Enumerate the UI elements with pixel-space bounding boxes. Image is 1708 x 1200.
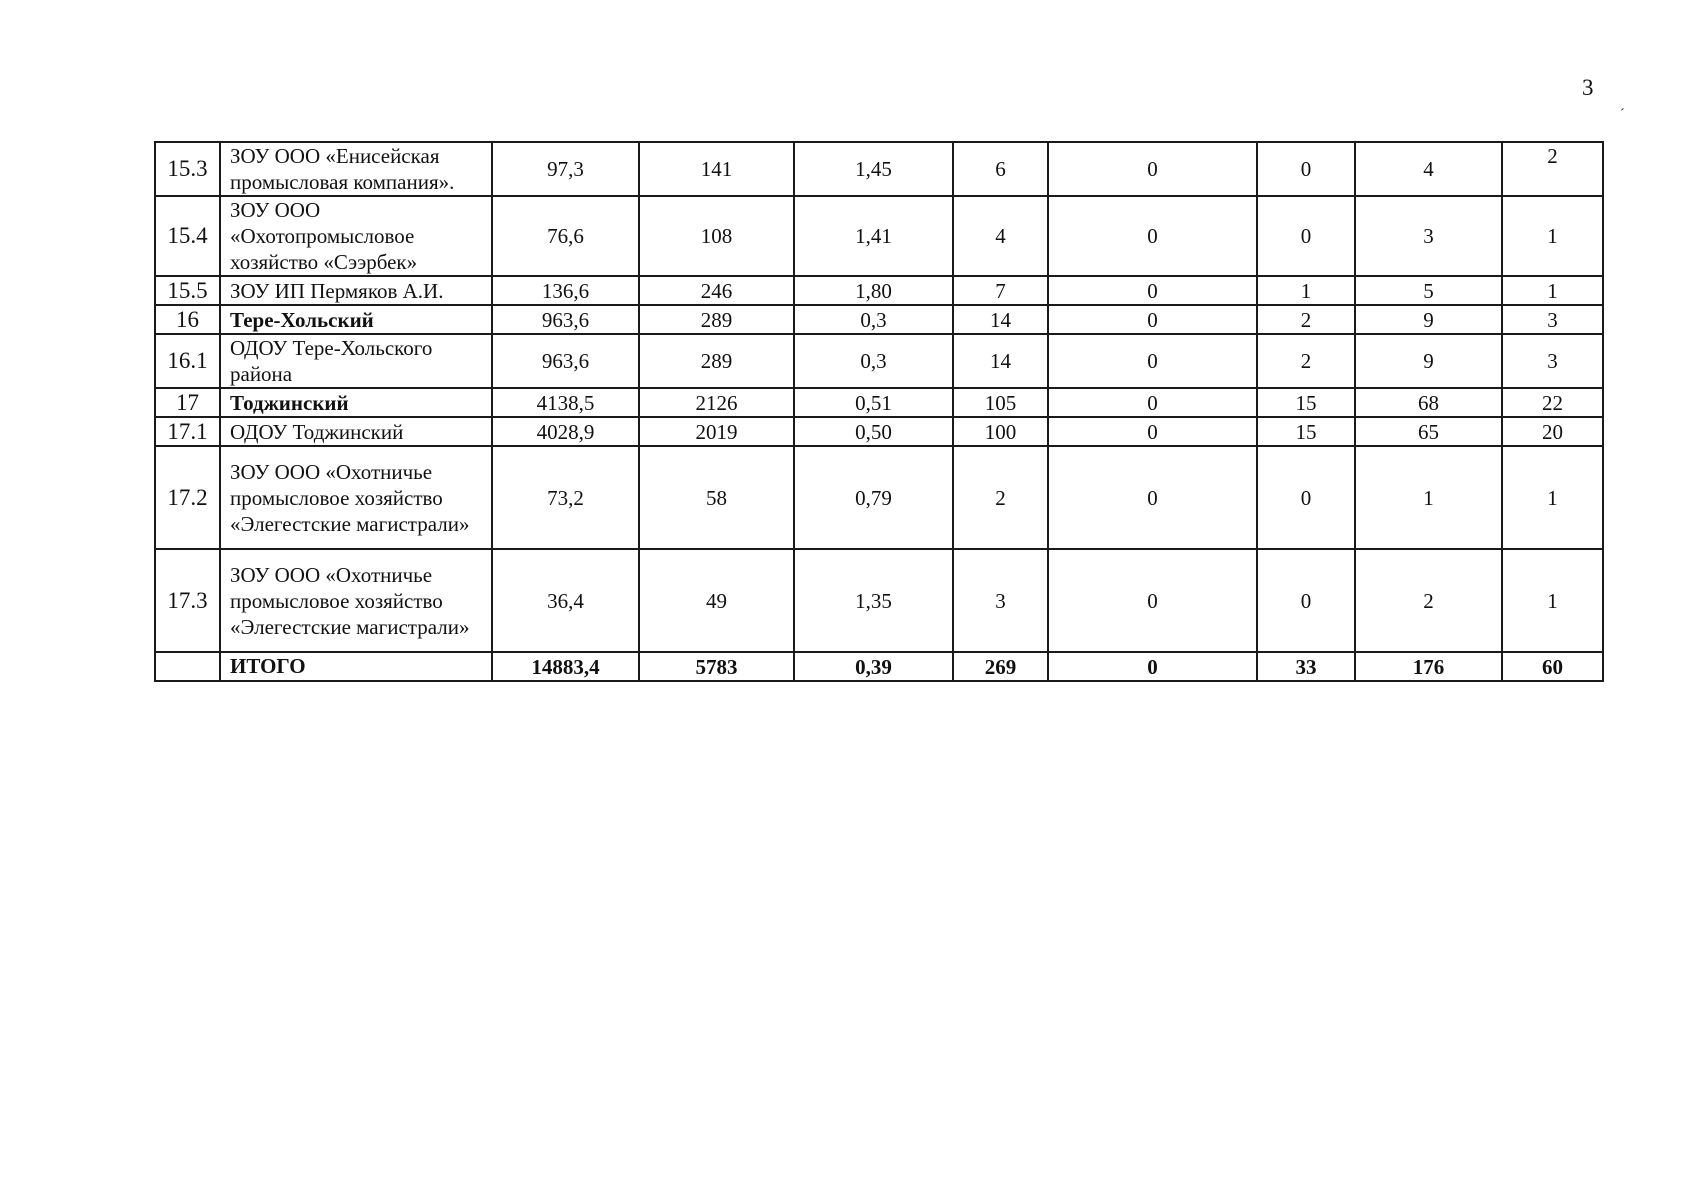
value-cell: 2: [1355, 549, 1502, 652]
value-cell: 0: [1048, 276, 1257, 305]
value-cell: 0,3: [794, 305, 953, 334]
row-number: 15.5: [155, 276, 220, 305]
value-cell: 141: [639, 142, 794, 196]
table-row: [155, 446, 1603, 549]
total-value-cell: 60: [1502, 652, 1603, 681]
value-cell: 1: [1502, 276, 1603, 305]
value-cell: 2: [1502, 142, 1603, 196]
total-value-cell: 0,39: [794, 652, 953, 681]
value-cell: 4028,9: [492, 417, 639, 446]
total-label: ИТОГО: [220, 652, 492, 681]
value-cell: 5: [1355, 276, 1502, 305]
value-cell: 20: [1502, 417, 1603, 446]
table-row: [155, 142, 1603, 196]
table-row: [155, 549, 1603, 652]
value-cell: 9: [1355, 305, 1502, 334]
district-name: Тоджинский: [220, 388, 492, 417]
row-number: 16.1: [155, 334, 220, 388]
total-value-cell: 0: [1048, 652, 1257, 681]
value-cell: 4: [953, 196, 1048, 276]
value-cell: 6: [953, 142, 1048, 196]
value-cell: 1: [1502, 196, 1603, 276]
stray-mark: ´: [1620, 107, 1625, 122]
value-cell: 49: [639, 549, 794, 652]
organization-name: ЗОУ ООО «Охотничье промысловое хозяйство «Элегестские магистрали»: [220, 549, 492, 652]
organization-name: ОДОУ Тере-Хольского района: [220, 334, 492, 388]
row-number: 17.3: [155, 549, 220, 652]
total-value-cell: 269: [953, 652, 1048, 681]
value-cell: 3: [953, 549, 1048, 652]
value-cell: 0: [1048, 142, 1257, 196]
value-cell: 963,6: [492, 334, 639, 388]
value-cell: 0,3: [794, 334, 953, 388]
value-cell: 0: [1257, 142, 1355, 196]
value-cell: 3: [1502, 305, 1603, 334]
value-cell: 2019: [639, 417, 794, 446]
value-cell: 0: [1048, 417, 1257, 446]
value-cell: 3: [1355, 196, 1502, 276]
value-cell: 1,41: [794, 196, 953, 276]
value-cell: 1,35: [794, 549, 953, 652]
organization-name: ОДОУ Тоджинский: [220, 417, 492, 446]
value-cell: 0: [1048, 305, 1257, 334]
table-row: [155, 196, 1603, 276]
page-number: 3: [1582, 75, 1594, 100]
organization-name: ЗОУ ООО «Енисейская промысловая компания».: [220, 142, 492, 196]
row-number: 16: [155, 305, 220, 334]
value-cell: 9: [1355, 334, 1502, 388]
table-row: [155, 276, 1603, 305]
value-cell: 0: [1048, 196, 1257, 276]
table-row: [155, 417, 1603, 446]
value-cell: 0: [1257, 549, 1355, 652]
value-cell: 2126: [639, 388, 794, 417]
value-cell: 15: [1257, 388, 1355, 417]
value-cell: 68: [1355, 388, 1502, 417]
value-cell: 0,51: [794, 388, 953, 417]
table-row: [155, 305, 1603, 334]
value-cell: 289: [639, 334, 794, 388]
value-cell: 289: [639, 305, 794, 334]
value-cell: 73,2: [492, 446, 639, 549]
value-cell: 2: [953, 446, 1048, 549]
value-cell: 0: [1048, 549, 1257, 652]
total-row: [155, 652, 1603, 681]
organization-name: ЗОУ ИП Пермяков А.И.: [220, 276, 492, 305]
value-cell: 1: [1502, 549, 1603, 652]
value-cell: 36,4: [492, 549, 639, 652]
total-value-cell: 176: [1355, 652, 1502, 681]
value-cell: 14: [953, 305, 1048, 334]
table-row: [155, 334, 1603, 388]
row-number: [155, 652, 220, 681]
value-cell: 105: [953, 388, 1048, 417]
value-cell: 7: [953, 276, 1048, 305]
value-cell: 108: [639, 196, 794, 276]
value-cell: 14: [953, 334, 1048, 388]
value-cell: 2: [1257, 305, 1355, 334]
value-cell: 65: [1355, 417, 1502, 446]
value-cell: 100: [953, 417, 1048, 446]
value-cell: 58: [639, 446, 794, 549]
value-cell: 1: [1502, 446, 1603, 549]
data-table: [154, 141, 1604, 682]
value-cell: 0: [1257, 196, 1355, 276]
value-cell: 0,50: [794, 417, 953, 446]
value-cell: 76,6: [492, 196, 639, 276]
organization-name: ЗОУ ООО «Охотопромысловое хозяйство «Сээрбек»: [220, 196, 492, 276]
value-cell: 1,80: [794, 276, 953, 305]
value-cell: 2: [1257, 334, 1355, 388]
value-cell: 0,79: [794, 446, 953, 549]
value-cell: 1: [1355, 446, 1502, 549]
value-cell: 0: [1257, 446, 1355, 549]
value-cell: 246: [639, 276, 794, 305]
value-cell: 4138,5: [492, 388, 639, 417]
value-cell: 136,6: [492, 276, 639, 305]
value-cell: 963,6: [492, 305, 639, 334]
value-cell: 0: [1048, 446, 1257, 549]
row-number: 17.1: [155, 417, 220, 446]
value-cell: 1,45: [794, 142, 953, 196]
district-name: Тере-Хольский: [220, 305, 492, 334]
value-cell: 0: [1048, 334, 1257, 388]
total-value-cell: 33: [1257, 652, 1355, 681]
total-value-cell: 14883,4: [492, 652, 639, 681]
value-cell: 97,3: [492, 142, 639, 196]
value-cell: 4: [1355, 142, 1502, 196]
value-cell: 3: [1502, 334, 1603, 388]
row-number: 15.3: [155, 142, 220, 196]
row-number: 15.4: [155, 196, 220, 276]
value-cell: 1: [1257, 276, 1355, 305]
organization-name: ЗОУ ООО «Охотничье промысловое хозяйство «Элегестские магистрали»: [220, 446, 492, 549]
table-row: [155, 388, 1603, 417]
value-cell: 15: [1257, 417, 1355, 446]
row-number: 17.2: [155, 446, 220, 549]
value-cell: 22: [1502, 388, 1603, 417]
total-value-cell: 5783: [639, 652, 794, 681]
value-cell: 0: [1048, 388, 1257, 417]
row-number: 17: [155, 388, 220, 417]
